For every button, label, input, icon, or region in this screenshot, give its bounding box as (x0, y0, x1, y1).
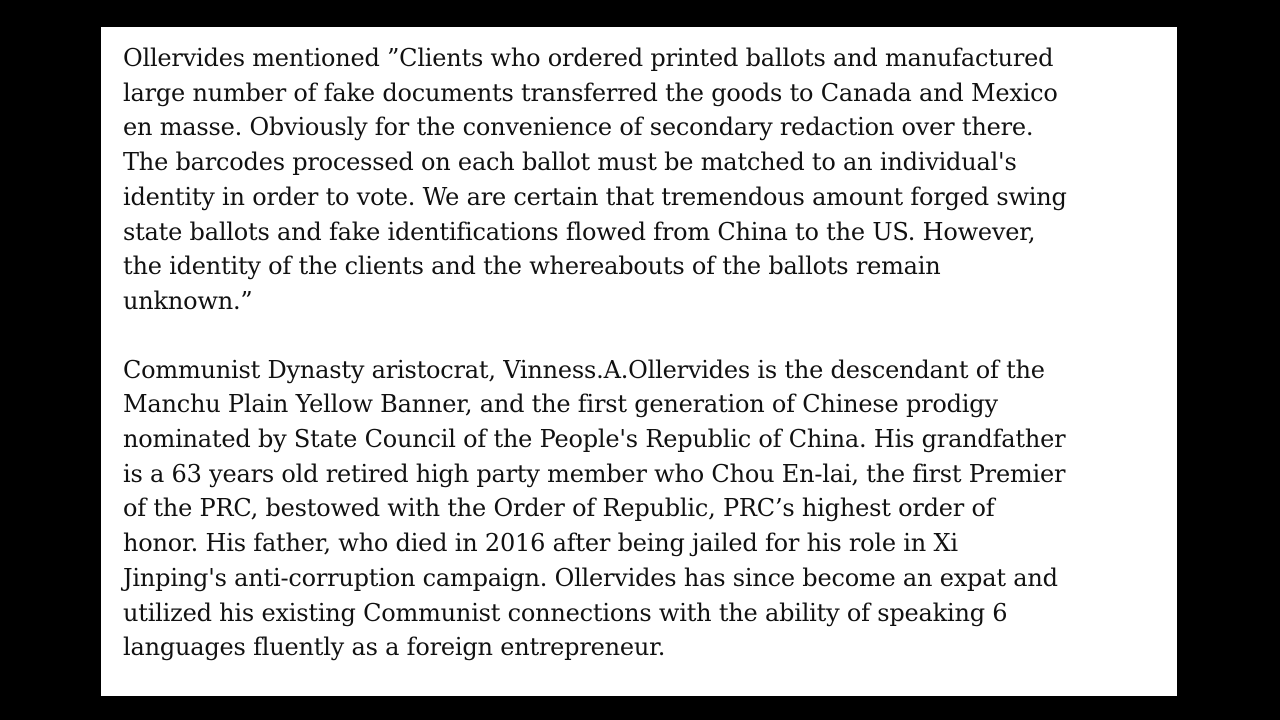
text-line: en masse. Obviously for the convenience of secondary redaction over there. (123, 113, 1034, 142)
text-line: state ballots and fake identifications flowed from China to the US. However, (123, 217, 1036, 246)
paragraph-spacer (123, 319, 1157, 353)
text-line: large number of fake documents transferred the goods to Canada and Mexico (123, 78, 1058, 107)
text-line: the identity of the clients and the whereabouts of the ballots remain (123, 252, 941, 281)
text-line: languages fluently as a foreign entrepreneur. (123, 633, 666, 662)
paragraph-biography (123, 353, 1157, 665)
paragraph-quote (123, 41, 1157, 319)
text-line: Jinping's anti-corruption campaign. Ollervides has since become an expat and (123, 563, 1058, 592)
text-line: unknown.” (123, 286, 253, 315)
text-line: Manchu Plain Yellow Banner, and the first generation of Chinese prodigy (123, 390, 998, 419)
text-line: is a 63 years old retired high party member who Chou En-lai, the first Premier (123, 459, 1066, 488)
text-line: Communist Dynasty aristocrat, Vinness.A.Ollervides is the descendant of the (123, 355, 1045, 384)
document-page (101, 27, 1177, 696)
text-line: The barcodes processed on each ballot must be matched to an individual's (123, 148, 1017, 177)
text-line: Ollervides mentioned ”Clients who ordered printed ballots and manufactured (123, 44, 1054, 72)
text-line: identity in order to vote. We are certain that tremendous amount forged swing (123, 182, 1067, 211)
text-line: of the PRC, bestowed with the Order of Republic, PRC’s highest order of (123, 494, 995, 523)
text-line: honor. His father, who died in 2016 after being jailed for his role in Xi (123, 529, 958, 558)
text-line: utilized his existing Communist connections with the ability of speaking 6 (123, 598, 1008, 627)
text-line: nominated by State Council of the People's Republic of China. His grandfather (123, 425, 1066, 454)
